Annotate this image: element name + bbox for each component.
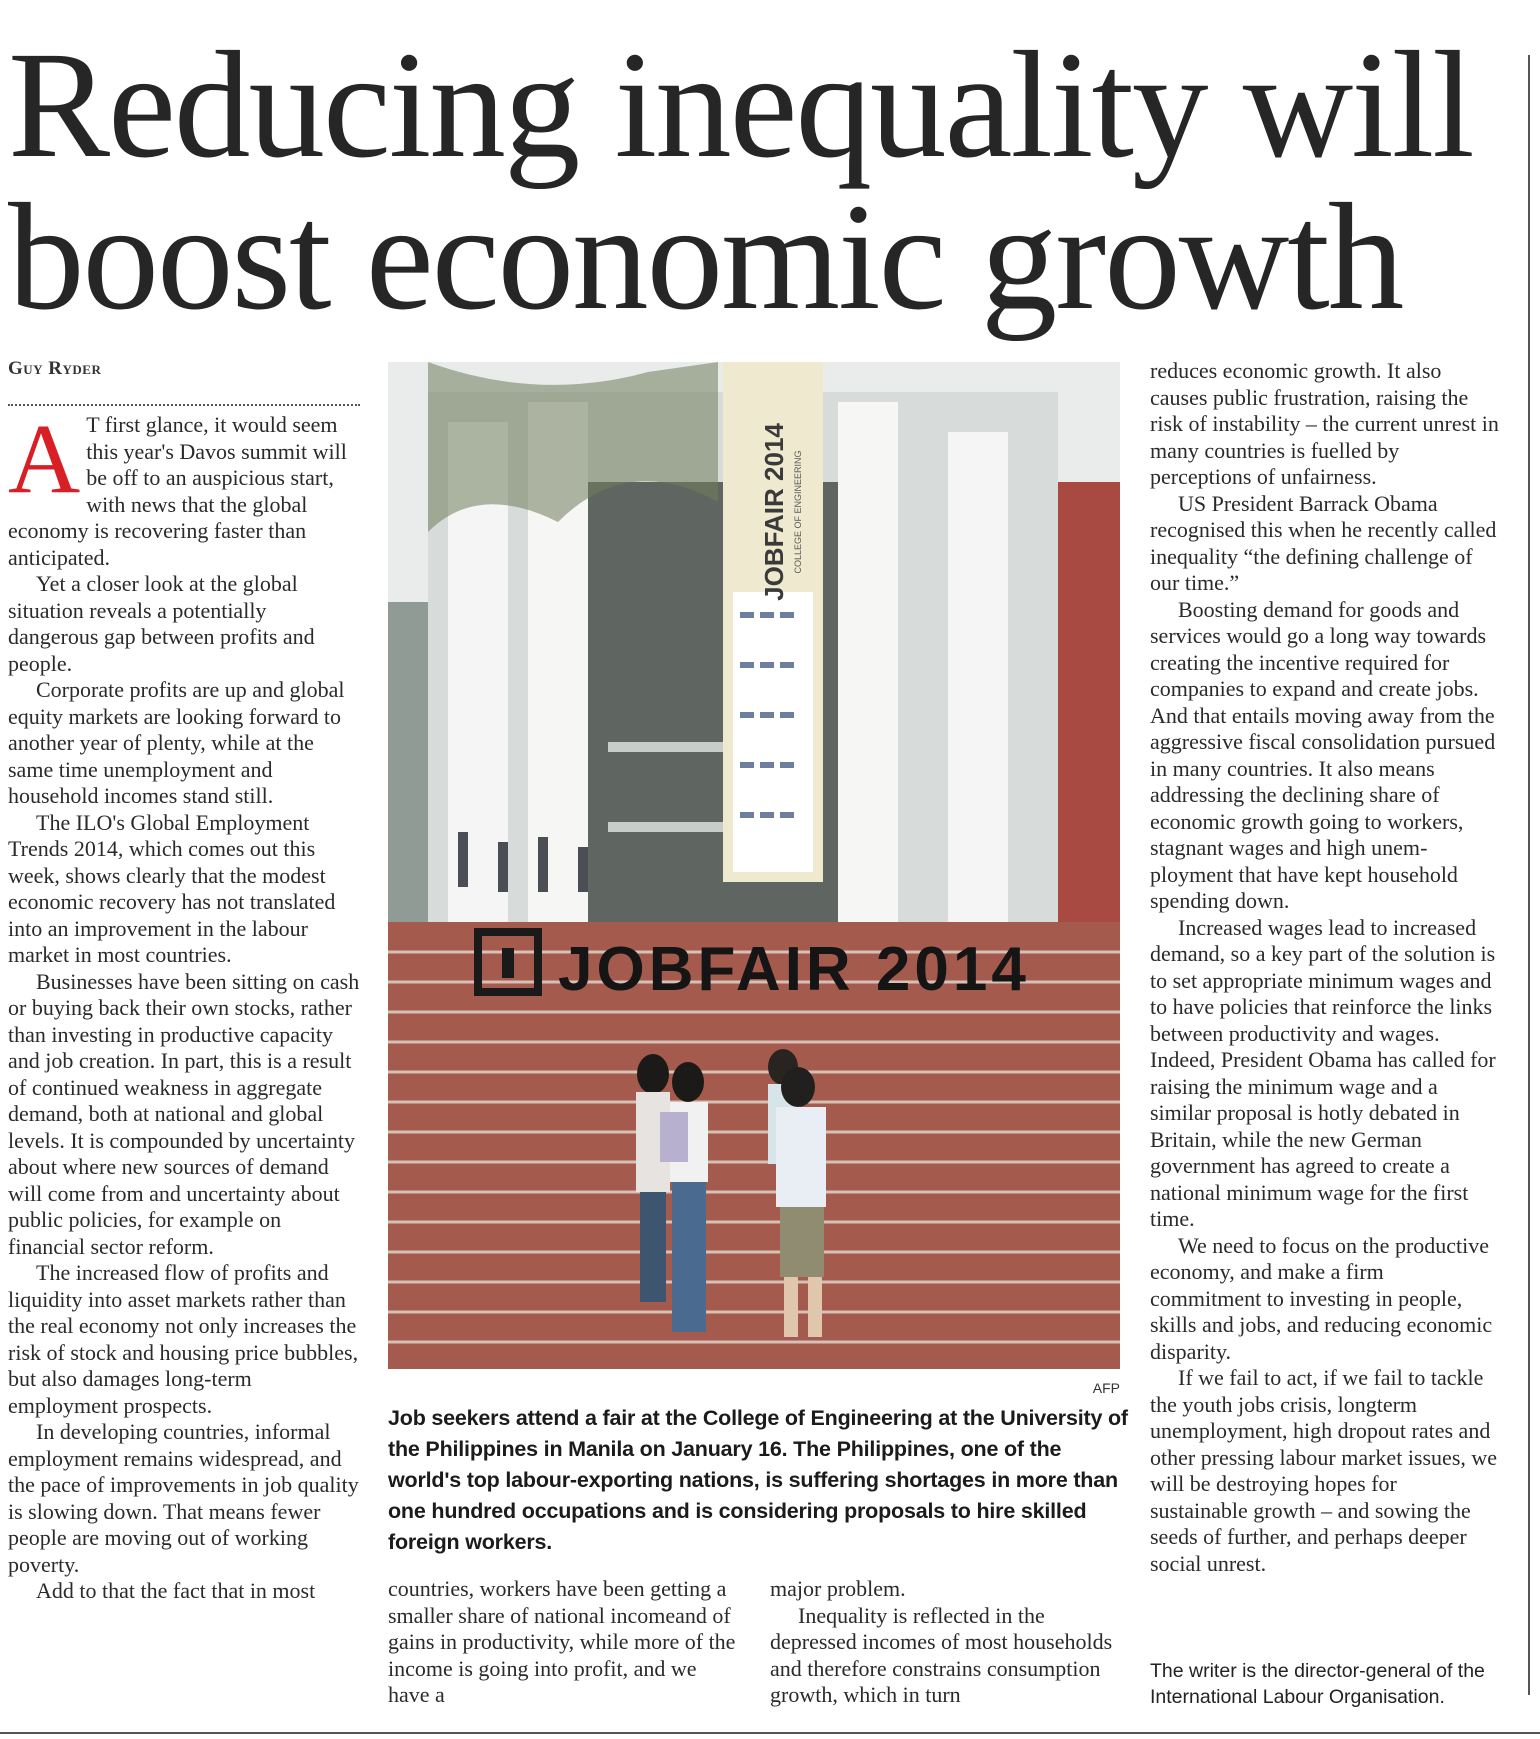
stair-sign-text: JOBFAIR 2014 [558,935,1030,1004]
paragraph-text: T first glance, it would seem this year's Davos summit will be off to an auspicious start, with news that the global economy is recovering faster than anticipated. [8,412,347,570]
paragraph: The increased flow of profits and liquidity into asset markets rather than the real economy not only increases the risk of stock and housing price bubbles, but also damages long-term employment prospects. [8,1260,359,1418]
paragraph: Corporate profits are up and global equity markets are looking forward to another year of plenty, while at the same time unemployment and household incomes stand still. [8,677,345,808]
headline-line-2: boost economic growth [8,173,1403,342]
paragraph: US President Barrack Obama recognised this when he recently called inequality “the defining challenge of our time.” [1150,490,1497,595]
article-column-3 [770,1576,1125,1709]
banner-title: JOBFAIR 2014 [759,423,789,601]
paragraph: reduces economic growth. It also causes public frustration, raising the risk of instability – the current unrest in many countries is fuelled by perceptions of unfairness. [1150,358,1499,489]
news-photo-job-fair [388,362,1120,1369]
byline: Guy Ryder [8,358,102,379]
drop-cap: A [8,403,81,514]
page-bottom-rule [0,1732,1540,1734]
lead-paragraph [8,403,360,571]
paragraph: Increased wages lead to increased demand, so a key part of the solution is to set appropriate minimum wages and to have policies that reinforce the links between productivity and wages. Indeed, President Obama has called for raising the minimum wage and a similar proposal is hotly debated in Britain, while the new German government has agreed to create a national minimum wage for the first time. [1150,914,1496,1231]
banner-subtitle: COLLEGE OF ENGINEERING [793,450,803,574]
paragraph: Boosting demand for goods and services would go a long way towards creating the incentive required for companies to expand and create jobs. And that entails moving away from the aggressive fiscal consolidation pursued in many countries. It also means addressing the declining share of economic growth going to workers, stagnant wages and high unemployment that have kept household spending down. [1150,596,1496,913]
paragraph: The ILO's Global Employment Trends 2014, which comes out this week, shows clearly that the modest economic recovery has not translated into an improvement in the labour market in most countries. [8,809,336,967]
photo-caption: Job seekers attend a fair at the College of Engineering at the University of the Philippines in Manila on January 16. The Philippines, one of the world's top labour-exporting nations, is suffering shortages in more than one hundred occupations and is considering proposals to hire skilled foreign workers. [388,1406,1128,1554]
article-column-2 [388,1576,738,1709]
paragraph: major problem. [770,1576,906,1601]
writer-note: The writer is the director-general of the International Labour Organisation. [1150,1660,1485,1708]
paragraph: countries, workers have been getting a smaller share of national incomeand of gains in productivity, while more of the income is going into profit, and we have a [388,1576,736,1707]
paragraph: Yet a closer look at the global situation reveals a potentially dangerous gap between profits and people. [8,571,315,676]
article-column-1 [8,403,360,1605]
headline [8,21,1518,342]
paragraph: If we fail to act, if we fail to tackle the youth jobs crisis, longterm unemployment, high dropout rates and other pressing labour market issues, we will be destroying hopes for sustainable growth – and sowing the seeds of further, and perhaps deeper social unrest. [1150,1365,1498,1576]
paragraph: Businesses have been sitting on cash or buying back their own stocks, rather than investing in productive capacity and job creation. In part, this is a result of continued weakness in aggregate demand, both at national and global levels. It is compounded by uncertainty about where new sources of demand will come from and uncertainty about public policies, for example on financial sector reform. [8,968,360,1259]
article-column-4 [1150,358,1500,1577]
paragraph: We need to focus on the productive economy, and make a firm commitment to investing in people, skills and jobs, and reducing economic disparity. [1150,1232,1493,1364]
paragraph: Add to that the fact that in most [36,1578,316,1603]
paragraph: Inequality is reflected in the depressed incomes of most households and therefore constrains consumption growth, which in turn [770,1602,1113,1707]
paragraph: In developing countries, informal employment remains widespread, and the pace of improvements in job quality is slowing down. That means fewer people are moving out of working poverty. [8,1419,359,1577]
column-rule-right [1528,55,1530,1695]
photo-credit: AFP [1092,1380,1120,1396]
headline-line-1: Reducing inequality will [8,21,1473,190]
